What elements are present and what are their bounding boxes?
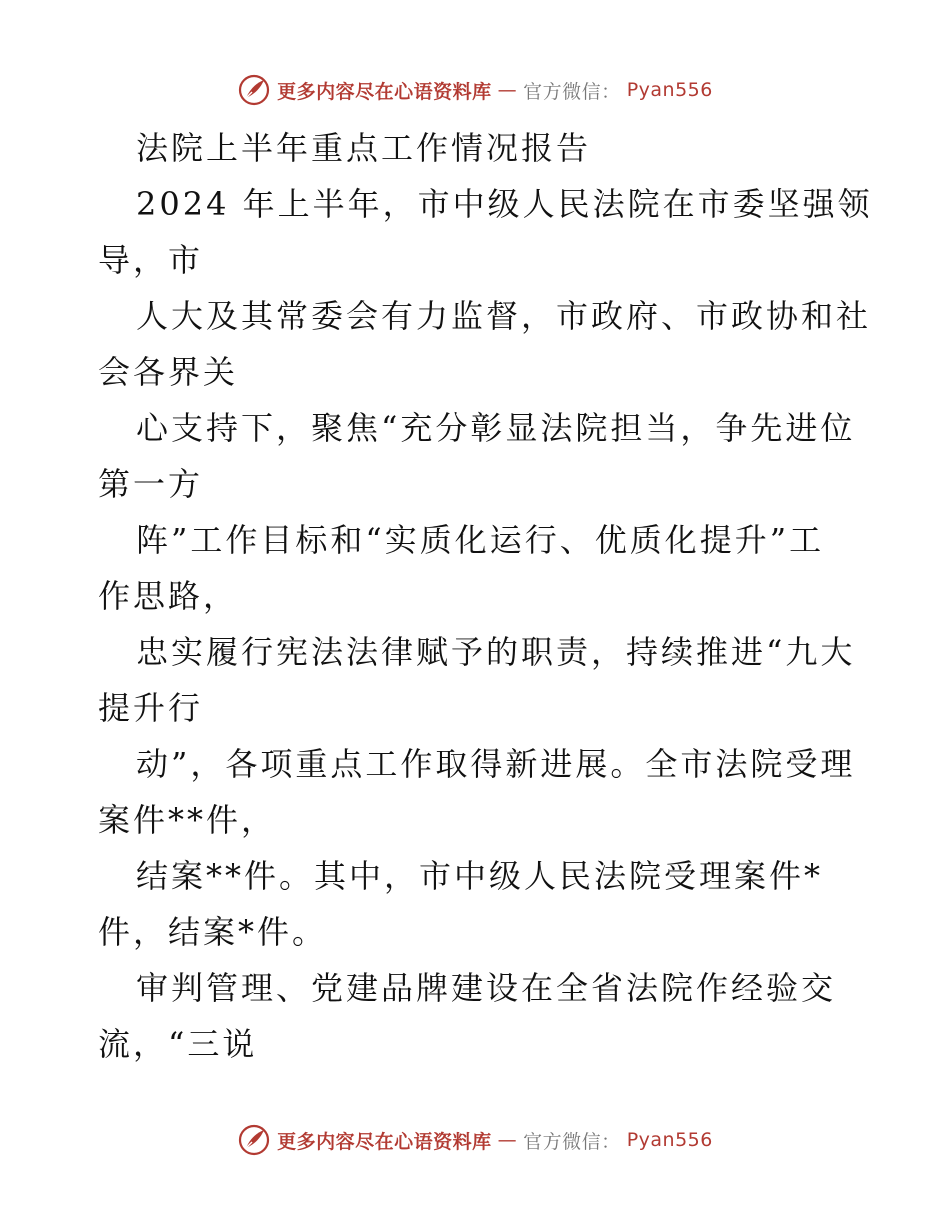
quill-logo-icon [237, 73, 271, 107]
watermark-wechat-id: Pyan556 [626, 1129, 713, 1151]
watermark-wechat-label: 官方微信： [523, 80, 621, 103]
watermark-group [237, 1123, 713, 1157]
paragraph-line: 动”，各项重点工作取得新进展。全市法院受理 [136, 745, 856, 783]
paragraph-line: 人大及其常委会有力监督，市政府、市政协和社 [136, 297, 872, 335]
paragraph-line: 导，市 [98, 241, 204, 279]
watermark-separator: — [497, 79, 518, 101]
footer-watermark [0, 1120, 950, 1160]
watermark-wechat-id: Pyan556 [626, 79, 713, 101]
quill-logo-icon [237, 1123, 271, 1157]
paragraph-line: 提升行 [98, 689, 204, 727]
paragraph-line: 阵”工作目标和“实质化运行、优质化提升”工 [136, 521, 825, 559]
paragraph-line: 审判管理、党建品牌建设在全省法院作经验交 [136, 969, 837, 1007]
paragraph-line: 会各界关 [98, 353, 239, 391]
document-title: 法院上半年重点工作情况报告 [136, 129, 592, 167]
paragraph-line: 第一方 [98, 465, 204, 503]
watermark-main-text: 更多内容尽在心语资料库 [277, 1130, 492, 1153]
paragraph-line: 结案**件。其中，市中级人民法院受理案件* [136, 857, 824, 895]
paragraph-line: 心支持下，聚焦“充分彰显法院担当，争先进位 [136, 409, 856, 447]
watermark-main-text: 更多内容尽在心语资料库 [277, 80, 492, 103]
paragraph-line: 忠实履行宪法法律赋予的职责，持续推进“九大 [136, 633, 856, 671]
document-body [98, 120, 873, 1072]
watermark-group [237, 73, 713, 107]
header-watermark [0, 70, 950, 110]
watermark-separator: — [497, 1129, 518, 1151]
watermark-wechat-label: 官方微信： [523, 1130, 621, 1153]
paragraph-line: 案件**件， [98, 801, 277, 839]
paragraph-line: 流，“三说 [98, 1025, 258, 1063]
paragraph-line: 件，结案*件。 [98, 913, 328, 951]
paragraph-line: 作思路， [98, 577, 239, 615]
paragraph-line: 2024 年上半年，市中级人民法院在市委坚强领 [136, 185, 873, 223]
